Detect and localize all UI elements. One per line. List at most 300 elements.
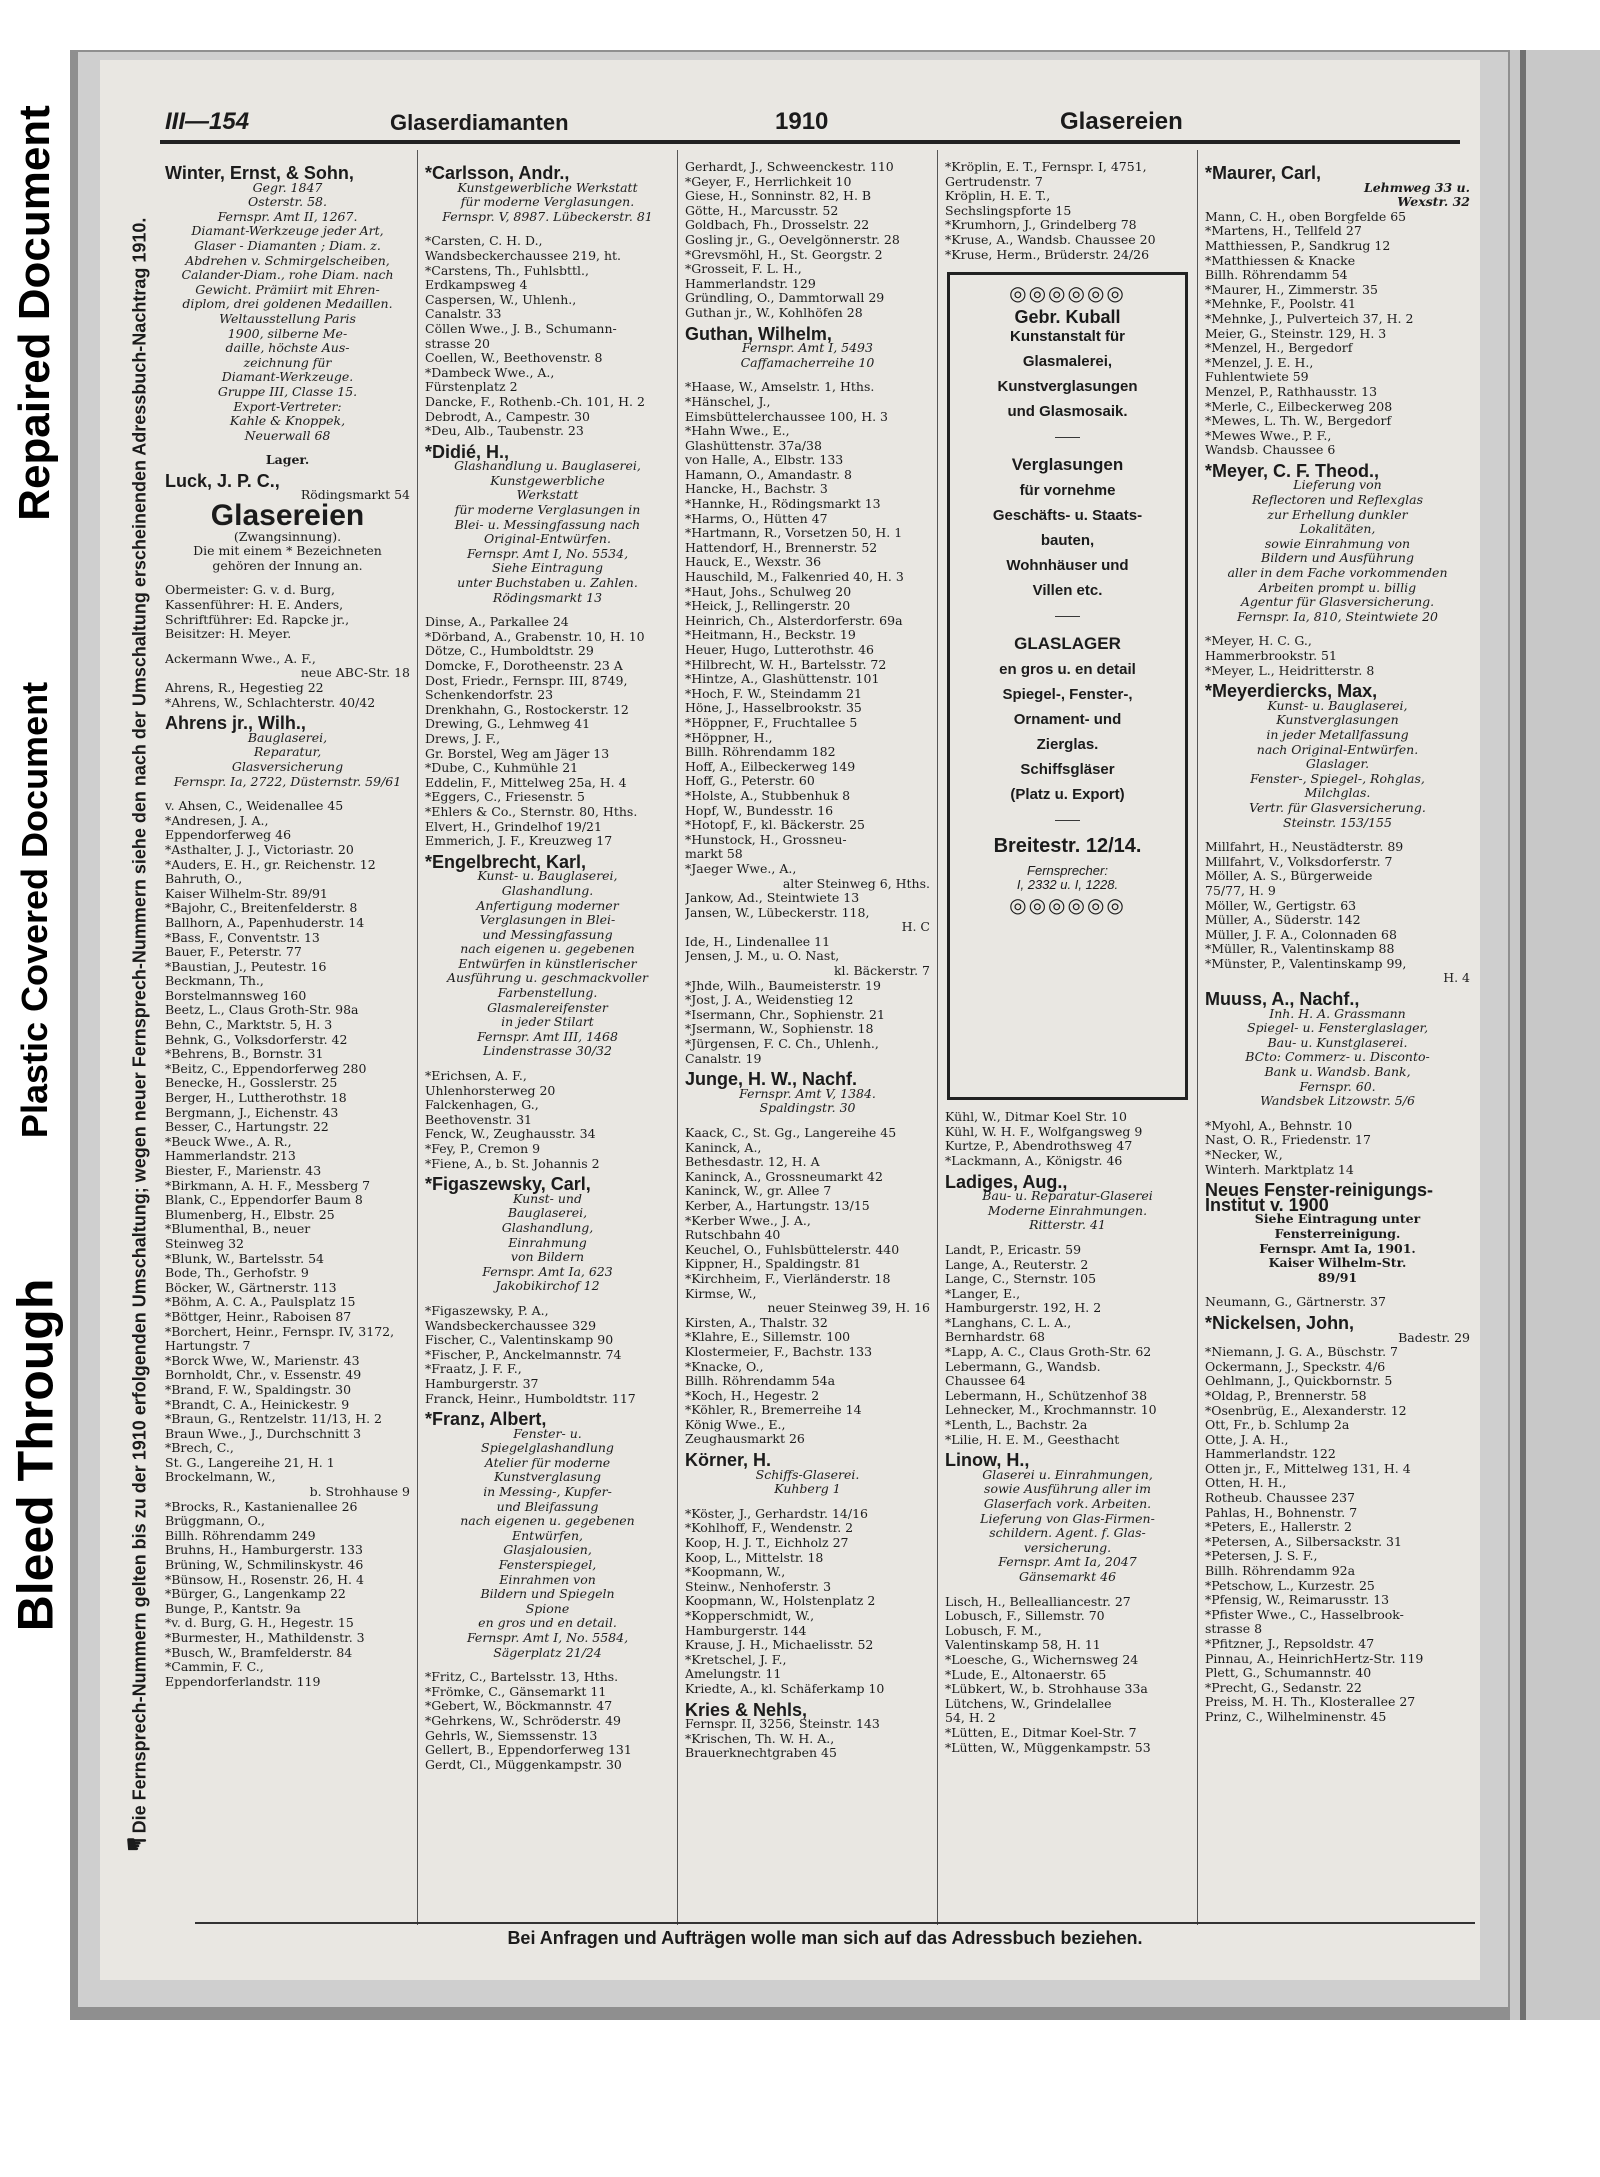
directory-entry: Falckenhagen, G., bbox=[425, 1097, 539, 1113]
directory-entry: Hamann, O., Amandastr. 8 bbox=[685, 466, 852, 482]
firm-name-neues: Neues Fenster-reinigungs-Institut v. 1900 bbox=[1205, 1180, 1434, 1215]
directory-entry: *Cammin, F. C., bbox=[165, 1659, 264, 1675]
repaired-document-label: Repaired Document bbox=[10, 104, 60, 521]
directory-entry: Biester, F., Marienstr. 43 bbox=[165, 1163, 322, 1178]
directory-entry: *Hannke, H., Rödingsmarkt 13 bbox=[685, 496, 881, 512]
entry-list bbox=[1205, 1295, 1470, 1310]
directory-entry: Hoff, G., Peterstr. 60 bbox=[685, 773, 815, 789]
directory-entry: Hauck, E., Wexstr. 36 bbox=[685, 554, 822, 570]
directory-entry: Gertrudenstr. 7 bbox=[945, 173, 1043, 189]
column-rule bbox=[677, 150, 678, 1925]
ad-text: GLASLAGER bbox=[1014, 633, 1121, 653]
directory-entry: Pahlas, H., Bohnenstr. 7 bbox=[1205, 1504, 1358, 1520]
detail-line: Steinstr. 153/155 bbox=[1283, 814, 1392, 830]
directory-entry: *Burmester, H., Mathildenstr. 3 bbox=[165, 1630, 365, 1645]
detail-line: Abdrehen v. Schmirgelscheiben, bbox=[185, 252, 390, 268]
directory-entry: Blumenberg, H., Elbstr. 25 bbox=[165, 1206, 335, 1222]
detail-line: Werkstatt bbox=[516, 487, 579, 503]
directory-entry: *Dambeck Wwe., A., bbox=[425, 364, 555, 380]
directory-entry: Billh. Röhrendamm 54 bbox=[1205, 267, 1348, 283]
directory-entry: Hamburgerstr. 192, H. 2 bbox=[945, 1300, 1102, 1316]
directory-entry: *Haase, W., Amselstr. 1, Hths. bbox=[685, 379, 875, 395]
directory-entry: Franck, Heinr., Humboldtstr. 117 bbox=[425, 1390, 636, 1406]
directory-entry: Kirmse, W., bbox=[685, 1285, 757, 1301]
directory-entry: Canalstr. 33 bbox=[425, 306, 502, 322]
firm-details-linow bbox=[945, 1468, 1190, 1585]
page-footer: Bei Anfragen und Aufträgen wolle man sich auf das Adressbuch beziehen. bbox=[507, 1928, 1143, 1948]
detail-line: Bildern und Spiegeln bbox=[480, 1586, 615, 1602]
ad-text: Schiffsgläser bbox=[1020, 760, 1115, 778]
directory-entry: *Borchert, Heinr., Fernspr. IV, 3172, bbox=[165, 1323, 395, 1339]
detail-line: Bank u. Wandsb. Bank, bbox=[1264, 1064, 1411, 1080]
detail-line: Diamant-Werkzeuge jeder Art, bbox=[191, 223, 384, 239]
directory-entry: Dancke, F., Rothenb.-Ch. 101, H. 2 bbox=[425, 393, 645, 409]
directory-entry: v. Ahsen, C., Weidenallee 45 bbox=[165, 798, 344, 814]
page-number: III—154 bbox=[165, 108, 250, 135]
detail-line: Weltausstellung Paris bbox=[219, 310, 356, 326]
directory-entry: Keuchel, O., Fuhlsbüttelerstr. 440 bbox=[685, 1241, 900, 1257]
directory-entry: *Jaeger Wwe., A., bbox=[685, 860, 797, 876]
directory-entry: neue ABC-Str. 18 bbox=[300, 665, 410, 681]
directory-entry: Drenkhahn, G., Rostockerstr. 12 bbox=[425, 701, 629, 717]
detail-line: Vertr. für Glasversicherung. bbox=[1249, 799, 1426, 815]
directory-entry: *Mewes Wwe., P. F., bbox=[1205, 427, 1332, 443]
directory-entry: alter Steinweg 6, Hths. bbox=[782, 875, 930, 891]
column-2 bbox=[425, 160, 670, 1925]
directory-entry: Bornholdt, Chr., v. Essenstr. 49 bbox=[165, 1367, 362, 1383]
directory-entry: *Andresen, J. A., bbox=[165, 812, 269, 828]
phone-number-notice: Die Fernsprech-Nummern gelten bis zu der 1910 erfolgenden Umschaltung; wegen neuer Fernsprech-Nummern siehe den nach der Umschaltung erscheinenden Adressbuch-Nachtrag 1910. bbox=[129, 217, 150, 1833]
directory-entry: *Klahre, E., Sillemstr. 100 bbox=[685, 1329, 851, 1345]
detail-line: Entwürfen, bbox=[512, 1527, 583, 1543]
directory-entry: Hamburgerstr. 37 bbox=[425, 1375, 539, 1391]
ad-firm-name: Gebr. Kuball bbox=[1014, 306, 1121, 327]
directory-entry: Kaiser Wilhelm-Str. 89/91 bbox=[165, 885, 328, 901]
firm-address-luck: Rödingsmarkt 54 bbox=[300, 487, 410, 503]
detail-line: Schiffs-Glaserei. bbox=[755, 1466, 860, 1482]
directory-entry: Höne, J., Hasselbrookstr. 35 bbox=[685, 700, 862, 716]
entry-list bbox=[945, 1110, 1190, 1168]
directory-entry: *Grevsmöhl, H., St. Georgstr. 2 bbox=[685, 246, 883, 262]
detail-line: Ritterstr. 41 bbox=[1029, 1217, 1106, 1233]
directory-entry: Ballhorn, A., Papenhuderstr. 14 bbox=[165, 914, 365, 930]
directory-entry: Meier, G., Steinstr. 129, H. 3 bbox=[1205, 325, 1387, 341]
label-divider bbox=[0, 1190, 70, 1193]
firm-details-engelbrecht bbox=[425, 869, 670, 1059]
directory-entry: *Brand, F. W., Spaldingstr. 30 bbox=[165, 1381, 352, 1397]
directory-entry: *Meyer, L., Heidritterstr. 8 bbox=[1205, 662, 1375, 678]
entry-list bbox=[685, 160, 930, 321]
directory-entry: Elvert, H., Grindelhof 19/21 bbox=[425, 818, 602, 834]
directory-entry: *Koopmann, W., bbox=[685, 1564, 786, 1580]
directory-entry: Eddelin, F., Mittelweg 25a, H. 4 bbox=[425, 774, 627, 790]
detail-line: Fernspr. Ia, 2722, Düsternstr. 59/61 bbox=[173, 773, 402, 789]
detail-line: en gros und en detail. bbox=[478, 1615, 617, 1631]
firm-details-guthan bbox=[685, 341, 930, 370]
entry-list bbox=[685, 1126, 930, 1447]
directory-entry: *Gehrkens, W., Schröderstr. 49 bbox=[425, 1712, 622, 1728]
directory-entry: Otte, J. A. H., bbox=[1205, 1431, 1289, 1447]
detail-line: Kunstverglasungen bbox=[1276, 712, 1399, 728]
directory-entry: *Hoch, F. W., Steindamm 21 bbox=[685, 685, 863, 701]
detail-line: Jakobikirchof 12 bbox=[495, 1278, 600, 1294]
directory-entry: Lebermann, G., Wandsb. bbox=[945, 1358, 1101, 1374]
directory-entry: Brüggmann, O., bbox=[165, 1513, 266, 1529]
directory-entry: Lange, C., Sternstr. 105 bbox=[945, 1271, 1097, 1287]
innung-officers bbox=[165, 583, 410, 641]
detail-line: Fernspr. Ia, 810, Steintwiete 20 bbox=[1237, 608, 1438, 624]
detail-line: Entwürfen in künstlerischer bbox=[458, 955, 637, 971]
directory-entry: Preiss, M. H. Th., Klosterallee 27 bbox=[1205, 1694, 1416, 1710]
directory-entry: Dinse, A., Parkallee 24 bbox=[425, 614, 569, 630]
directory-entry: Heinrich, Ch., Alsterdorferstr. 69a bbox=[685, 612, 903, 628]
directory-entry: Lobusch, F., Sillemstr. 70 bbox=[945, 1608, 1105, 1624]
detail-line: Lindenstrasse 30/32 bbox=[483, 1043, 612, 1059]
detail-line: Moderne Einrahmungen. bbox=[987, 1202, 1148, 1218]
column-5 bbox=[1205, 160, 1470, 1925]
innung-note bbox=[165, 530, 410, 574]
ad-text: für vornehme bbox=[1019, 481, 1116, 499]
detail-line: Wexstr. 32 bbox=[1397, 194, 1470, 210]
detail-line: BCto: Commerz- u. Disconto- bbox=[1245, 1049, 1430, 1065]
directory-entry: H. C bbox=[901, 919, 930, 935]
firm-details-franz bbox=[425, 1427, 670, 1661]
directory-entry: Berger, H., Luttherothstr. 18 bbox=[165, 1090, 347, 1106]
directory-entry: *Kruse, Herm., Brüderstr. 24/26 bbox=[945, 246, 1150, 262]
ad-text: en gros u. en detail bbox=[999, 660, 1136, 678]
header-rule bbox=[160, 140, 1460, 144]
directory-entry: *Heick, J., Rellingerstr. 20 bbox=[685, 598, 851, 614]
detail-line: Arbeiten prompt u. billig bbox=[1258, 579, 1417, 595]
firm-details-winter bbox=[165, 181, 410, 444]
ad-text: bauten, bbox=[1040, 531, 1095, 549]
detail-line: Glashandlung, bbox=[501, 1219, 594, 1235]
directory-entry: *Geyer, F., Herrlichkeit 10 bbox=[685, 173, 852, 189]
directory-entry: Götte, H., Marcusstr. 52 bbox=[685, 202, 839, 218]
directory-entry: Möller, W., Gertigstr. 63 bbox=[1205, 897, 1357, 913]
directory-entry: Kühl, W. H. F., Wolfgangsweg 9 bbox=[945, 1123, 1143, 1139]
directory-entry: Sechslingspforte 15 bbox=[945, 202, 1072, 218]
directory-entry: Fischer, C., Valentinskamp 90 bbox=[425, 1332, 614, 1348]
directory-entry: *Brandt, C. A., Heinickestr. 9 bbox=[165, 1396, 350, 1412]
directory-entry: *Niemann, J. G. A., Büschstr. 7 bbox=[1205, 1344, 1398, 1360]
directory-entry: *Mehnke, J., Pulverteich 37, H. 2 bbox=[1205, 310, 1414, 326]
directory-entry: Kippner, H., Spaldingstr. 81 bbox=[685, 1256, 862, 1272]
entry-list bbox=[425, 615, 670, 849]
directory-entry: *Pfitzner, J., Repsoldstr. 47 bbox=[1205, 1636, 1375, 1651]
directory-entry: Hancke, H., Bachstr. 3 bbox=[685, 481, 828, 497]
detail-line: 1900, silberne Me- bbox=[227, 325, 348, 341]
firm-details-maurer bbox=[1205, 181, 1470, 210]
directory-entry: Cöllen Wwe., J. B., Schumann- bbox=[425, 320, 617, 336]
directory-entry: Beethovenstr. 31 bbox=[425, 1111, 532, 1127]
advertisement-kuball bbox=[947, 272, 1188, 1100]
detail-line: Diamant-Werkzeuge. bbox=[221, 369, 354, 385]
detail-line: Blei- u. Messingfassung nach bbox=[454, 516, 641, 532]
firm-name-winter: Winter, Ernst, & Sohn, bbox=[165, 163, 354, 183]
detail-line: Reparatur, bbox=[253, 744, 322, 760]
detail-line: Kunst- und bbox=[513, 1190, 582, 1206]
directory-entry: Bethesdastr. 12, H. A bbox=[685, 1154, 820, 1170]
detail-line: Gänsemarkt 46 bbox=[1018, 1568, 1117, 1584]
detail-line: Bauglaserei, bbox=[507, 1205, 588, 1221]
directory-entry: *Lude, E., Altonaerstr. 65 bbox=[945, 1666, 1107, 1682]
directory-entry: Ackermann Wwe., A. F., bbox=[165, 650, 316, 666]
directory-entry: Kaninck, A., Grossneumarkt 42 bbox=[685, 1168, 883, 1184]
directory-entry: Ide, H., Lindenallee 11 bbox=[685, 933, 831, 949]
directory-entry: Jensen, J. M., u. O. Nast, bbox=[685, 948, 840, 964]
directory-entry: Drews, J. F., bbox=[425, 730, 501, 746]
entry-list bbox=[685, 380, 930, 1066]
column-4 bbox=[945, 160, 1190, 1925]
directory-entry: markt 58 bbox=[685, 846, 743, 862]
directory-entry: Müller, A., Süderstr. 142 bbox=[1205, 912, 1361, 928]
directory-entry: Besser, C., Hartungstr. 22 bbox=[165, 1119, 329, 1135]
directory-entry: Otten, H. H., bbox=[1205, 1475, 1287, 1491]
firm-details-ahrens bbox=[165, 731, 410, 789]
directory-entry: *Braun, G., Rentzelstr. 11/13, H. 2 bbox=[165, 1411, 382, 1427]
directory-entry: Kröplin, H. E. T., bbox=[945, 188, 1051, 204]
detail-line: Fernspr. Amt I, 5493 bbox=[742, 340, 873, 356]
section-title-glasereien: Glasereien bbox=[210, 499, 365, 533]
detail-line: Einrahmen von bbox=[499, 1571, 596, 1587]
directory-entry: *Köhler, R., Bremerreihe 14 bbox=[685, 1402, 862, 1418]
directory-entry: *Bajohr, C., Breitenfelderstr. 8 bbox=[165, 900, 358, 916]
directory-entry: Debrodt, A., Campestr. 30 bbox=[425, 408, 591, 424]
detail-line: und Bleifassung bbox=[496, 1498, 599, 1514]
detail-line: Caffamacherreihe 10 bbox=[740, 354, 875, 370]
directory-entry: Kurtze, P., Abendrothsweg 47 bbox=[945, 1138, 1133, 1154]
directory-entry: *Hilbrecht, W. H., Bartelsstr. 72 bbox=[685, 656, 887, 672]
directory-entry: Plett, G., Schumannstr. 40 bbox=[1205, 1665, 1372, 1681]
footer-rule bbox=[195, 1922, 1475, 1924]
detail-line: Fernspr. Amt Ia, 623 bbox=[482, 1263, 613, 1279]
directory-entry: *Fraatz, J. F. F., bbox=[425, 1361, 522, 1377]
detail-line: Original-Entwürfen. bbox=[484, 531, 611, 547]
detail-line: Kunstgewerbliche Werkstatt bbox=[457, 179, 638, 195]
detail-line: Die mit einem * Bezeichneten bbox=[193, 543, 382, 559]
directory-entry: Müller, J. F. A., Colonnaden 68 bbox=[1205, 926, 1397, 942]
directory-entry: *Koch, H., Hegestr. 2 bbox=[685, 1387, 820, 1403]
directory-entry: Lehnecker, M., Krochmannstr. 10 bbox=[945, 1402, 1157, 1418]
directory-entry: *Petersen, A., Silbersackstr. 31 bbox=[1205, 1533, 1402, 1549]
directory-entry: Böcker, W., Gärtnerstr. 113 bbox=[165, 1279, 337, 1295]
directory-entry: Glashüttenstr. 37a/38 bbox=[685, 437, 822, 453]
directory-entry: 54, H. 2 bbox=[945, 1710, 996, 1726]
lager-heading: Lager. bbox=[265, 452, 310, 468]
directory-entry: Domcke, F., Dorotheenstr. 23 A bbox=[425, 658, 623, 673]
detail-line: Reflectoren und Reflexglas bbox=[1251, 492, 1424, 508]
directory-entry: Billh. Röhrendamm 249 bbox=[165, 1527, 316, 1543]
directory-entry: *Münster, P., Valentinskamp 99, bbox=[1205, 955, 1407, 971]
detail-line: Kahle & Knoppek, bbox=[229, 413, 346, 429]
detail-line: Agentur für Glasversicherung. bbox=[1240, 594, 1435, 610]
directory-entry: *Eggers, C., Friesenstr. 5 bbox=[425, 789, 585, 805]
detail-line: Fernspr. V, 8987. Lübeckerstr. 81 bbox=[442, 208, 653, 224]
directory-entry: *Jürgensen, F. C. Ch., Uhlenh., bbox=[685, 1036, 879, 1052]
directory-entry: Hattendorf, H., Brennerstr. 52 bbox=[685, 539, 878, 555]
directory-entry: *Kirchheim, F., Vierländerstr. 18 bbox=[685, 1270, 891, 1286]
directory-entry: Matthiessen, P., Sandkrug 12 bbox=[1205, 237, 1391, 253]
directory-entry: *Hotopf, F., kl. Bäckerstr. 25 bbox=[685, 817, 865, 833]
directory-entry: Hammerlandstr. 129 bbox=[685, 275, 816, 291]
ad-text: (Platz u. Export) bbox=[1010, 785, 1125, 803]
directory-entry: Fernspr. II, 3256, Steinstr. 143 bbox=[685, 1716, 880, 1732]
directory-entry: Eppendorferlandstr. 119 bbox=[165, 1673, 321, 1689]
detail-line: versicherung. bbox=[1023, 1539, 1112, 1555]
firm-name-luck: Luck, J. P. C., bbox=[165, 470, 280, 491]
directory-entry: Nast, O. R., Friedenstr. 17 bbox=[1205, 1132, 1371, 1148]
detail-line: zeichnung für bbox=[243, 354, 332, 370]
detail-line: sowie Einrahmung von bbox=[1264, 535, 1411, 551]
directory-entry: *Carsten, C. H. D., bbox=[425, 233, 543, 249]
directory-entry: Pinnau, A., HeinrichHertz-Str. 119 bbox=[1205, 1650, 1424, 1666]
entry-list bbox=[945, 1243, 1190, 1447]
directory-entry: *Meyer, H. C. G., bbox=[1205, 633, 1312, 649]
directory-entry: Drewing, G., Lehmweg 41 bbox=[425, 716, 591, 732]
directory-entry: *Hunstock, H., Grossneu- bbox=[685, 831, 847, 847]
directory-entry: Schenkendorfstr. 23 bbox=[425, 687, 554, 703]
detail-line: Glaserfach vork. Arbeiten. bbox=[983, 1496, 1152, 1511]
directory-entry: Krause, J. H., Michaelisstr. 52 bbox=[685, 1637, 874, 1653]
directory-entry: Kühl, W., Ditmar Koel Str. 10 bbox=[945, 1109, 1127, 1125]
detail-line: Glasjalousien, bbox=[503, 1542, 592, 1558]
entry-list bbox=[425, 1670, 670, 1772]
directory-entry: *Lilie, H. E. M., Geesthacht bbox=[945, 1431, 1120, 1447]
entry-list bbox=[945, 1595, 1190, 1756]
directory-entry: Emmerich, J. F., Kreuzweg 17 bbox=[425, 833, 613, 849]
directory-entry: b. Strohhause 9 bbox=[309, 1484, 410, 1500]
directory-entry: *Blumenthal, B., neuer bbox=[165, 1221, 311, 1237]
directory-entry: Steinw., Nenhoferstr. 3 bbox=[685, 1578, 832, 1594]
detail-line: Gewicht. Prämiirt mit Ehren- bbox=[195, 281, 380, 297]
directory-entry: *Merle, C., Eilbeckerweg 208 bbox=[1205, 398, 1393, 414]
directory-entry: von Halle, A., Elbstr. 133 bbox=[685, 452, 844, 468]
detail-line: Siehe Eintragung bbox=[491, 560, 604, 576]
directory-entry: Hoff, A., Eilbeckerweg 149 bbox=[685, 758, 856, 774]
directory-entry: *Fiene, A., b. St. Johannis 2 bbox=[425, 1155, 600, 1171]
entry-list bbox=[425, 1304, 670, 1406]
detail-line: Glaslager. bbox=[1305, 756, 1370, 772]
directory-entry: *Precht, G., Sedanstr. 22 bbox=[1205, 1679, 1362, 1695]
detail-line: aller in dem Fache vorkommenden bbox=[1227, 565, 1448, 581]
ad-address: Breitestr. 12/14. bbox=[993, 835, 1142, 858]
directory-entry: Koop, H. J. T., Eichholz 27 bbox=[685, 1535, 849, 1551]
detail-line: Sägerplatz 21/24 bbox=[493, 1644, 602, 1660]
firm-name-meyerdiercks: *Meyerdiercks, Max, bbox=[1205, 681, 1378, 702]
directory-entry: Kirsten, A., Thalstr. 32 bbox=[685, 1314, 828, 1330]
firm-details-meyer bbox=[1205, 478, 1470, 624]
directory-entry: *Lapp, A. C., Claus Groth-Str. 62 bbox=[945, 1344, 1152, 1360]
bleed-through-edge bbox=[1510, 50, 1600, 2020]
directory-entry: *Mewes, L. Th. W., Bergedorf bbox=[1205, 413, 1392, 429]
firm-name-maurer: *Maurer, Carl, bbox=[1205, 163, 1322, 183]
column-3 bbox=[685, 160, 930, 1925]
detail-line: Farbenstellung. bbox=[497, 985, 598, 1001]
ad-phone: I, 2332 u. I, 1228. bbox=[1016, 877, 1119, 893]
entry-list bbox=[1205, 210, 1470, 458]
firm-details-figaszewsky bbox=[425, 1192, 670, 1294]
directory-entry: Hamburgerstr. 144 bbox=[685, 1622, 807, 1638]
directory-entry: *Lütten, W., Müggenkampstr. 53 bbox=[945, 1739, 1151, 1755]
directory-entry: Fenck, W., Zeughausstr. 34 bbox=[425, 1126, 596, 1142]
firm-name-guthan: Guthan, Wilhelm, bbox=[685, 323, 832, 344]
directory-entry: Gründling, O., Dammtorwall 29 bbox=[685, 290, 885, 306]
firm-details-meyerdiercks bbox=[1205, 699, 1470, 830]
detail-line: Spiegel- u. Fensterglaslager, bbox=[1246, 1020, 1429, 1036]
directory-entry: *Beuck Wwe., A. R., bbox=[165, 1133, 292, 1149]
directory-entry: *Krumhorn, J., Grindelberg 78 bbox=[945, 217, 1137, 233]
detail-line: Spaldingstr. 30 bbox=[759, 1100, 856, 1116]
directory-entry: *Lenth, L., Bachstr. 2a bbox=[945, 1417, 1088, 1433]
directory-entry: Bunge, P., Kantstr. 9a bbox=[165, 1600, 301, 1616]
firm-address-nickelsen: Badestr. 29 bbox=[1398, 1329, 1470, 1345]
directory-entry: Möller, A. S., Bürgerweide bbox=[1205, 868, 1373, 884]
firm-details-muuss bbox=[1205, 1007, 1470, 1109]
detail-line: Lehmweg 33 u. bbox=[1363, 179, 1470, 195]
directory-entry: *Myohl, A., Behnstr. 10 bbox=[1205, 1117, 1353, 1133]
detail-line: Lokalitäten, bbox=[1299, 521, 1376, 537]
detail-line: Bau- u. Reparatur-Glaserei bbox=[982, 1188, 1153, 1204]
directory-entry: H. 4 bbox=[1443, 970, 1470, 986]
directory-entry: *Lackmann, A., Königstr. 46 bbox=[945, 1152, 1123, 1168]
directory-entry: Behn, C., Marktstr. 5, H. 3 bbox=[165, 1017, 333, 1033]
directory-entry: *Haut, Johs., Schulweg 20 bbox=[685, 583, 852, 599]
directory-entry: *Pfister Wwe., C., Hasselbrook- bbox=[1205, 1606, 1404, 1622]
catchword-left: Glaserdiamanten bbox=[390, 110, 569, 135]
directory-entry: *Loesche, G., Wichernsweg 24 bbox=[945, 1651, 1139, 1667]
firm-name-junge: Junge, H. W., Nachf. bbox=[685, 1069, 858, 1090]
directory-entry: Dötze, C., Humboldtstr. 29 bbox=[425, 643, 594, 659]
ad-text: und Glasmosaik. bbox=[1007, 403, 1128, 421]
directory-entry: Kassenführer: H. E. Anders, bbox=[165, 597, 344, 613]
plastic-covered-label: Plastic Covered Document bbox=[14, 681, 56, 1139]
directory-entry: Hammerlandstr. 213 bbox=[165, 1148, 296, 1164]
catchword-right: Glasereien bbox=[1060, 108, 1183, 135]
ad-text: Zierglas. bbox=[1036, 735, 1099, 753]
directory-entry: Steinweg 32 bbox=[165, 1235, 245, 1251]
directory-entry: *Heitmann, H., Beckstr. 19 bbox=[685, 627, 856, 643]
directory-entry: Millfahrt, V., Volksdorferstr. 7 bbox=[1205, 853, 1393, 869]
detail-line: daille, höchste Aus- bbox=[225, 340, 350, 356]
directory-entry: *Oldag, P., Brennerstr. 58 bbox=[1205, 1387, 1367, 1403]
directory-entry: *Menzel, H., Bergedorf bbox=[1205, 340, 1353, 356]
directory-entry: *Fischer, P., Anckelmannstr. 74 bbox=[425, 1346, 622, 1362]
header-year: 1910 bbox=[775, 108, 829, 135]
detail-line: zur Erhellung dunkler bbox=[1267, 506, 1408, 522]
firm-details-korner bbox=[685, 1468, 930, 1497]
directory-entry: *Behrens, B., Bornstr. 31 bbox=[165, 1046, 324, 1062]
directory-entry: Koop, L., Mittelstr. 18 bbox=[685, 1549, 824, 1565]
directory-entry: *Petschow, L., Kurzestr. 25 bbox=[1205, 1577, 1375, 1593]
detail-line: Glashandlung. bbox=[501, 882, 594, 898]
directory-entry: Eppendorferweg 46 bbox=[165, 827, 292, 843]
detail-line: Bildern und Ausführung bbox=[1261, 550, 1414, 566]
detail-line: für moderne Verglasungen in bbox=[454, 502, 641, 518]
detail-line: Inh. H. A. Grassmann bbox=[1269, 1005, 1406, 1021]
directory-entry: *Lübkert, W., b. Strohhause 33a bbox=[945, 1681, 1148, 1697]
directory-entry: *Bass, F., Conventstr. 13 bbox=[165, 929, 320, 945]
entry-list bbox=[1205, 1345, 1470, 1724]
directory-entry: *Isermann, Chr., Sophienstr. 21 bbox=[685, 1006, 885, 1022]
entry-list bbox=[165, 652, 410, 710]
detail-line: Glaserei u. Einrahmungen, bbox=[982, 1466, 1153, 1482]
directory-entry: *Matthiessen & Knacke bbox=[1205, 252, 1356, 268]
directory-entry: *Beitz, C., Eppendorferweg 280 bbox=[165, 1060, 367, 1076]
directory-entry: Jankow, Ad., Steintwiete 13 bbox=[685, 890, 860, 906]
directory-entry: *Müller, R., Valentinskamp 88 bbox=[1205, 941, 1395, 957]
detail-line: Rödingsmarkt 13 bbox=[492, 589, 603, 605]
